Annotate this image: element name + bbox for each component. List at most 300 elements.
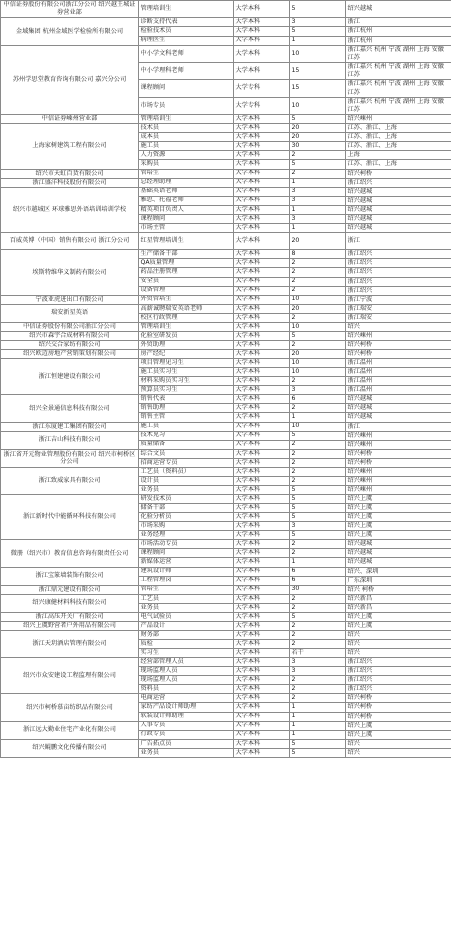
company-name-cell: 浙江高压开关厂有限公司 (1, 612, 139, 621)
education-cell: 大学本科 (234, 495, 290, 504)
headcount-cell: 1 (290, 413, 346, 422)
location-cell: 绍兴越城 (346, 196, 451, 205)
education-cell: 大学本科 (234, 540, 290, 549)
location-cell: 绍兴上虞 (346, 531, 451, 540)
headcount-cell: 2 (290, 549, 346, 558)
headcount-cell: 2 (290, 440, 346, 449)
education-cell: 大学本科 (234, 449, 290, 458)
job-title-cell: 人力资源 (139, 151, 234, 160)
education-cell: 大学本科 (234, 667, 290, 676)
company-name-cell: 浙江东厦建工集团有限公司 (1, 422, 139, 431)
location-cell: 绍兴越城 (346, 404, 451, 413)
education-cell: 大学本科 (234, 187, 290, 196)
company-name-cell: 绍兴全景通信息科技有限公司 (1, 395, 139, 422)
education-cell: 大学本科 (234, 522, 290, 531)
education-cell: 大学本科 (234, 730, 290, 739)
education-cell: 大学本科 (234, 640, 290, 649)
headcount-cell: 5 (290, 331, 346, 340)
location-cell: 绍兴柯桥 (346, 712, 451, 721)
headcount-cell: 3 (290, 386, 346, 395)
headcount-cell: 3 (290, 18, 346, 27)
job-title-cell: 行政专员 (139, 730, 234, 739)
headcount-cell: 2 (290, 467, 346, 476)
headcount-cell: 2 (290, 603, 346, 612)
location-cell: 浙江温州 (346, 377, 451, 386)
education-cell: 大学本科 (234, 467, 290, 476)
location-cell: 绍兴 (346, 748, 451, 757)
education-cell: 大学本科 (234, 504, 290, 513)
company-name-cell: 绍兴欧迈房地产营销策划有限公司 (1, 350, 139, 359)
education-cell: 大学本科 (234, 649, 290, 658)
job-title-cell: 成本员 (139, 133, 234, 142)
headcount-cell: 5 (290, 513, 346, 522)
table-row (1, 585, 451, 594)
job-title-cell: 技术见习 (139, 431, 234, 440)
table-row (1, 169, 451, 178)
location-cell: 江苏、浙江、上海 (346, 133, 451, 142)
job-title-cell: 工艺员（资料员） (139, 467, 234, 476)
company-name-cell: 浙江恒建建设有限公司 (1, 359, 139, 395)
education-cell: 大学本科 (234, 142, 290, 151)
company-name-cell: 绍兴康健材料科技有限公司 (1, 594, 139, 612)
headcount-cell: 20 (290, 124, 346, 133)
location-cell: 绍兴上虞 (346, 612, 451, 621)
job-title-cell: 材料采购员实习生 (139, 377, 234, 386)
location-cell: 浙江绍兴 (346, 676, 451, 685)
location-cell: 绍兴越城 (346, 413, 451, 422)
education-cell: 大学本科 (234, 151, 290, 160)
headcount-cell: 10 (290, 368, 346, 377)
table-row (1, 449, 451, 458)
education-cell: 大学本科 (234, 45, 290, 62)
job-title-cell: 市场专员 (139, 97, 234, 114)
education-cell: 大学本科 (234, 160, 290, 169)
job-title-cell: 销售助理 (139, 404, 234, 413)
location-cell: 绍兴柯桥 (346, 350, 451, 359)
education-cell: 大学本科 (234, 196, 290, 205)
location-cell: 绍兴柯桥 (346, 449, 451, 458)
location-cell: 绍兴嵊州 (346, 431, 451, 440)
table-row (1, 350, 451, 359)
education-cell: 大学本科 (234, 712, 290, 721)
education-cell: 大学本科 (234, 612, 290, 621)
location-cell: 绍兴越城 (346, 214, 451, 223)
company-name-cell: 浙江远大勤业住宅产业化有限公司 (1, 721, 139, 739)
headcount-cell: 5 (290, 739, 346, 748)
company-name-cell: 浙江天玥酒店管理有限公司 (1, 630, 139, 657)
job-title-cell: 储备干部 (139, 504, 234, 513)
education-cell: 大学本科 (234, 485, 290, 494)
job-title-cell: 设备管理 (139, 286, 234, 295)
table-row (1, 359, 451, 368)
company-name-cell: 浙江盛洋科技股份有限公司 (1, 178, 139, 187)
location-cell: 绍兴越城 (346, 1, 451, 18)
headcount-cell: 2 (290, 313, 346, 322)
education-cell: 大学本科 (234, 621, 290, 630)
headcount-cell: 5 (290, 495, 346, 504)
headcount-cell: 2 (290, 640, 346, 649)
headcount-cell: 1 (290, 36, 346, 45)
job-title-cell: 招商运营专员 (139, 458, 234, 467)
location-cell: 绍兴 (346, 630, 451, 639)
headcount-cell: 20 (290, 232, 346, 249)
headcount-cell: 5 (290, 431, 346, 440)
location-cell: 绍兴柯桥 (346, 458, 451, 467)
location-cell: 绍兴上虞 (346, 730, 451, 739)
education-cell: 大学本科 (234, 440, 290, 449)
headcount-cell: 2 (290, 685, 346, 694)
company-name-cell: 中信证券嵊州营业部 (1, 115, 139, 124)
headcount-cell: 30 (290, 585, 346, 594)
location-cell: 浙江绍兴 (346, 250, 451, 259)
job-title-cell: 经营部管理人员 (139, 658, 234, 667)
headcount-cell: 2 (290, 694, 346, 703)
headcount-cell: 2 (290, 458, 346, 467)
location-cell: 绍兴柯桥 (346, 169, 451, 178)
headcount-cell: 1 (290, 558, 346, 567)
company-name-cell: 埃斯特维华义制药有限公司 (1, 250, 139, 295)
job-title-cell: 现场监理人员 (139, 676, 234, 685)
job-title-cell: 化验分析员 (139, 513, 234, 522)
location-cell: 绍兴越城 (346, 558, 451, 567)
job-title-cell: 质量储备 (139, 440, 234, 449)
job-title-cell: 红星管理培训生 (139, 232, 234, 249)
headcount-cell: 2 (290, 630, 346, 639)
location-cell: 浙江嘉兴 杭州 宁波 湖州 上海 安徽 江苏 (346, 97, 451, 114)
headcount-cell: 1 (290, 730, 346, 739)
headcount-cell: 1 (290, 703, 346, 712)
headcount-cell: 10 (290, 45, 346, 62)
location-cell: 绍兴柯桥 (346, 703, 451, 712)
company-name-cell: 浙江宝篆墙装饰有限公司 (1, 567, 139, 585)
job-title-cell: 产品设计 (139, 621, 234, 630)
table-row (1, 721, 451, 730)
table-row (1, 1, 451, 18)
location-cell: 浙江绍兴 (346, 667, 451, 676)
location-cell: 绍兴越城 (346, 187, 451, 196)
location-cell: 广东深圳 (346, 576, 451, 585)
job-title-cell: 生产储备干部 (139, 250, 234, 259)
headcount-cell: 5 (290, 504, 346, 513)
education-cell: 大学本科 (234, 721, 290, 730)
headcount-cell: 2 (290, 151, 346, 160)
headcount-cell: 5 (290, 160, 346, 169)
education-cell: 大学本科 (234, 62, 290, 79)
job-title-cell: 管培生 (139, 169, 234, 178)
job-title-cell: 市场采购 (139, 522, 234, 531)
job-title-cell: 业务员 (139, 748, 234, 757)
location-cell: 浙江温州 (346, 368, 451, 377)
education-cell: 大学本科 (234, 205, 290, 214)
table-row (1, 340, 451, 349)
job-table-body (1, 1, 451, 758)
headcount-cell: 2 (290, 540, 346, 549)
education-cell: 大学本科 (234, 395, 290, 404)
education-cell: 大学本科 (234, 413, 290, 422)
location-cell: 绍兴 (346, 739, 451, 748)
table-row (1, 431, 451, 440)
company-name-cell: 浙江鼎元建设有限公司 (1, 585, 139, 594)
education-cell: 大学本科 (234, 694, 290, 703)
table-row (1, 250, 451, 259)
location-cell: 浙江嘉兴 杭州 宁波 湖州 上海 安徽 江苏 (346, 62, 451, 79)
location-cell: 绍兴新昌 (346, 603, 451, 612)
company-name-cell: 绍兴交合家纺有限公司 (1, 340, 139, 349)
education-cell: 大学本科 (234, 178, 290, 187)
location-cell: 绍兴、深圳 (346, 567, 451, 576)
job-title-cell: 中小学文科老师 (139, 45, 234, 62)
company-name-cell: 绍兴上虞野营者户外用品有限公司 (1, 621, 139, 630)
headcount-cell: 2 (290, 277, 346, 286)
education-cell: 大学本科 (234, 685, 290, 694)
company-name-cell: 苏州学思堂教育咨询有限公司 嘉兴分公司 (1, 45, 139, 115)
education-cell: 大学本科 (234, 304, 290, 313)
table-row (1, 495, 451, 504)
education-cell: 大学本科 (234, 567, 290, 576)
table-row (1, 322, 451, 331)
job-title-cell: 外贸助理 (139, 340, 234, 349)
location-cell: 浙江嘉兴 杭州 宁波 湖州 上海 安徽 江苏 (346, 45, 451, 62)
education-cell: 大学本科 (234, 313, 290, 322)
headcount-cell: 6 (290, 576, 346, 585)
company-name-cell: 浙江吉山科技有限公司 (1, 431, 139, 449)
education-cell: 大学本科 (234, 549, 290, 558)
education-cell: 大学本科 (234, 404, 290, 413)
headcount-cell: 2 (290, 340, 346, 349)
location-cell: 浙江温州 (346, 359, 451, 368)
job-title-cell: 资料员 (139, 685, 234, 694)
headcount-cell: 10 (290, 322, 346, 331)
headcount-cell: 5 (290, 115, 346, 124)
location-cell: 上海 (346, 151, 451, 160)
headcount-cell: 6 (290, 395, 346, 404)
education-cell: 大学本科 (234, 259, 290, 268)
education-cell: 大学本科 (234, 576, 290, 585)
table-row (1, 467, 451, 476)
job-title-cell: 化验室研发员 (139, 331, 234, 340)
location-cell: 浙江温州 (346, 386, 451, 395)
company-name-cell: 中信证券股份有限公司浙江分公司 绍兴越王城证券营业部 (1, 1, 139, 18)
location-cell: 江苏、浙江、上海 (346, 142, 451, 151)
job-title-cell: QA质量管理 (139, 259, 234, 268)
location-cell: 浙江绍兴 (346, 286, 451, 295)
headcount-cell: 15 (290, 80, 346, 97)
table-row (1, 694, 451, 703)
location-cell: 绍兴 (346, 649, 451, 658)
education-cell: 大学专科 (234, 80, 290, 97)
education-cell: 大学本科 (234, 223, 290, 232)
location-cell: 绍兴嵊州 (346, 476, 451, 485)
headcount-cell: 2 (290, 169, 346, 178)
education-cell: 大学本科 (234, 169, 290, 178)
location-cell: 浙江嘉兴 杭州 宁波 湖州 上海 安徽 江苏 (346, 80, 451, 97)
company-name-cell: 宁波亚虎进出口有限公司 (1, 295, 139, 304)
table-row (1, 422, 451, 431)
education-cell: 大学本科 (234, 340, 290, 349)
job-title-cell: 诊断支持代表 (139, 18, 234, 27)
education-cell: 大学本科 (234, 1, 290, 18)
education-cell: 大学本科 (234, 27, 290, 36)
job-title-cell: 业务经理 (139, 531, 234, 540)
headcount-cell: 8 (290, 250, 346, 259)
table-row (1, 304, 451, 313)
headcount-cell: 20 (290, 350, 346, 359)
job-title-cell: 综合文员 (139, 449, 234, 458)
headcount-cell: 20 (290, 304, 346, 313)
education-cell: 大学本科 (234, 658, 290, 667)
table-row (1, 567, 451, 576)
job-title-cell: 管培生 (139, 585, 234, 594)
education-cell: 大学本科 (234, 531, 290, 540)
table-row (1, 18, 451, 27)
location-cell: 浙江绍兴 (346, 277, 451, 286)
education-cell: 大学本科 (234, 286, 290, 295)
education-cell: 大学本科 (234, 594, 290, 603)
education-cell: 大学本科 (234, 232, 290, 249)
headcount-cell: 20 (290, 133, 346, 142)
job-title-cell: 业务员 (139, 485, 234, 494)
table-row (1, 178, 451, 187)
headcount-cell: 2 (290, 377, 346, 386)
job-title-cell: 采购员 (139, 160, 234, 169)
location-cell: 绍兴上虞 (346, 721, 451, 730)
education-cell: 大学本科 (234, 676, 290, 685)
headcount-cell: 1 (290, 205, 346, 214)
headcount-cell: 3 (290, 214, 346, 223)
education-cell: 大学本科 (234, 585, 290, 594)
job-title-cell: 软装设计师助理 (139, 712, 234, 721)
job-title-cell: 市场主管 (139, 223, 234, 232)
job-title-cell: 中小学理科老师 (139, 62, 234, 79)
education-cell: 大学专科 (234, 97, 290, 114)
education-cell: 大学本科 (234, 322, 290, 331)
education-cell: 大学本科 (234, 359, 290, 368)
job-title-cell: 现场监理人员 (139, 667, 234, 676)
headcount-cell: 10 (290, 295, 346, 304)
headcount-cell: 2 (290, 676, 346, 685)
headcount-cell: 10 (290, 97, 346, 114)
job-title-cell: 检验技术员 (139, 27, 234, 36)
headcount-cell: 2 (290, 476, 346, 485)
company-name-cell: 上海家树建筑工程有限公司 (1, 124, 139, 169)
table-row (1, 395, 451, 404)
location-cell: 绍兴越城 (346, 549, 451, 558)
job-title-cell: 课程顾问 (139, 214, 234, 223)
education-cell: 大学本科 (234, 36, 290, 45)
job-title-cell: 工艺员 (139, 594, 234, 603)
job-title-cell: 课程顾问 (139, 549, 234, 558)
headcount-cell: 2 (290, 286, 346, 295)
job-title-cell: 人事专员 (139, 721, 234, 730)
location-cell: 浙江绍兴 (346, 268, 451, 277)
location-cell: 浙江杭州 (346, 27, 451, 36)
table-row (1, 658, 451, 667)
location-cell: 绍兴嵊州 (346, 331, 451, 340)
job-title-cell: 市场活动专员 (139, 540, 234, 549)
headcount-cell: 2 (290, 594, 346, 603)
headcount-cell: 5 (290, 27, 346, 36)
job-title-cell: 质检 (139, 640, 234, 649)
location-cell: 绍兴上虞 (346, 495, 451, 504)
table-row (1, 232, 451, 249)
education-cell: 大学本科 (234, 739, 290, 748)
education-cell: 大学本科 (234, 250, 290, 259)
location-cell: 绍兴嵊州 (346, 115, 451, 124)
education-cell: 大学本科 (234, 115, 290, 124)
job-title-cell: 校区行政管理 (139, 313, 234, 322)
education-cell: 大学本科 (234, 422, 290, 431)
headcount-cell: 3 (290, 196, 346, 205)
headcount-cell: 若干 (290, 649, 346, 658)
location-cell: 浙江绍兴 (346, 178, 451, 187)
table-row (1, 739, 451, 748)
job-title-cell: 项目管理见习生 (139, 359, 234, 368)
job-title-cell: 建筑设计师 (139, 567, 234, 576)
headcount-cell: 2 (290, 268, 346, 277)
education-cell: 大学本科 (234, 368, 290, 377)
headcount-cell: 5 (290, 748, 346, 757)
job-title-cell: 总经理助理 (139, 178, 234, 187)
education-cell: 大学本科 (234, 331, 290, 340)
headcount-cell: 6 (290, 567, 346, 576)
job-title-cell: 电商运营 (139, 694, 234, 703)
location-cell: 绍兴柯桥 (346, 340, 451, 349)
job-title-cell: 高薪诚聘瑞安英语老师 (139, 304, 234, 313)
job-title-cell: 实习生 (139, 649, 234, 658)
education-cell: 大学本科 (234, 268, 290, 277)
job-title-cell: 电气试验员 (139, 612, 234, 621)
education-cell: 大学本科 (234, 295, 290, 304)
education-cell: 大学本科 (234, 350, 290, 359)
location-cell: 江苏、浙江、上海 (346, 124, 451, 133)
headcount-cell: 3 (290, 187, 346, 196)
education-cell: 大学本科 (234, 124, 290, 133)
location-cell: 浙江绍兴 (346, 259, 451, 268)
headcount-cell: 2 (290, 449, 346, 458)
job-title-cell: 业务员 (139, 603, 234, 612)
table-row (1, 594, 451, 603)
company-name-cell: 浙江新时代中能循环科技有限公司 (1, 495, 139, 540)
location-cell: 浙江 (346, 232, 451, 249)
education-cell: 大学本科 (234, 377, 290, 386)
location-cell: 绍兴上虞 (346, 504, 451, 513)
job-title-cell: 财务部 (139, 630, 234, 639)
company-name-cell: 绍兴市森宇合成材料有限公司 (1, 331, 139, 340)
table-row (1, 612, 451, 621)
job-title-cell: 安全员 (139, 277, 234, 286)
headcount-cell: 3 (290, 522, 346, 531)
headcount-cell: 30 (290, 142, 346, 151)
location-cell: 浙江瑞安 (346, 313, 451, 322)
table-row (1, 630, 451, 639)
job-title-cell: 技术员 (139, 124, 234, 133)
education-cell: 大学本科 (234, 558, 290, 567)
table-row (1, 621, 451, 630)
company-name-cell: 瑞安新星英语 (1, 304, 139, 322)
company-name-cell: 百威英博（中国）销售有限公司 浙江分公司 (1, 232, 139, 249)
location-cell: 浙江 (346, 422, 451, 431)
company-name-cell: 绍兴鲲鹏文化传播有限公司 (1, 739, 139, 757)
headcount-cell: 5 (290, 485, 346, 494)
education-cell: 大学本科 (234, 214, 290, 223)
education-cell: 大学本科 (234, 476, 290, 485)
job-title-cell: 管理培训生 (139, 322, 234, 331)
location-cell: 绍兴嵊州 (346, 440, 451, 449)
location-cell: 浙江绍兴 (346, 685, 451, 694)
company-name-cell: 绍兴市众安建设工程监理有限公司 (1, 658, 139, 694)
headcount-cell: 5 (290, 1, 346, 18)
headcount-cell: 2 (290, 621, 346, 630)
